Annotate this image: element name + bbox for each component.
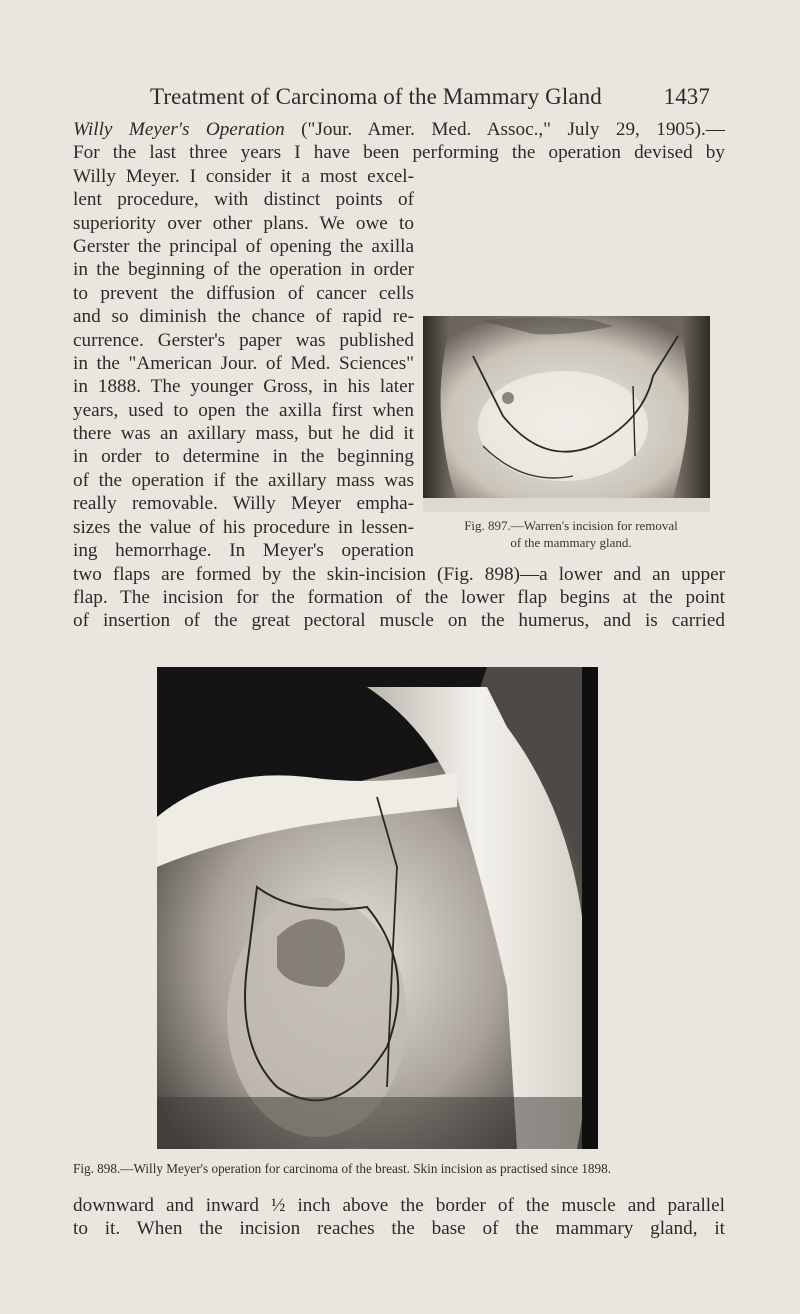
body-bottom <box>73 1194 725 1241</box>
body-line-wrapper <box>73 165 414 188</box>
body-line: to prevent the diffusion of cancer cells <box>73 282 414 304</box>
breast-photo-illustration <box>423 316 710 512</box>
body-line: two flaps are formed by the skin-incision (Fig. 898)—a lower and an upper <box>73 563 725 585</box>
body-line: lent procedure, with distinct points of <box>73 189 414 211</box>
body-line: of insertion of the great pectoral muscle on the humerus, and is carried <box>73 610 725 632</box>
body-line: in 1888. The younger Gross, in his later <box>73 376 414 398</box>
figure-897-caption <box>421 517 721 551</box>
body-line: Willy Meyer. I consider it a most excel- <box>73 165 414 187</box>
page-number: 1437 <box>663 84 710 109</box>
figure-897-image <box>423 316 710 512</box>
body-line: sizes the value of his procedure in lessen- <box>73 516 414 538</box>
citation: ("Jour. Amer. Med. Assoc.," July 29, 1905).— <box>284 119 725 140</box>
running-title: Treatment of Carcinoma of the Mammary Gland <box>150 84 602 109</box>
body-top <box>73 118 725 165</box>
body-line: ing hemorrhage. In Meyer's operation <box>73 540 414 562</box>
body-line: superiority over other plans. We owe to <box>73 212 414 234</box>
section-heading: Willy Meyer's Operation <box>73 119 285 140</box>
body-line: downward and inward ½ inch above the border of the muscle and parallel <box>73 1195 725 1216</box>
body-line: really removable. Willy Meyer empha- <box>73 493 414 515</box>
body-line: flap. The incision for the formation of the lower flap begins at the point <box>73 586 725 608</box>
body-line: For the last three years I have been performing the operation devised by <box>73 142 725 164</box>
body-full <box>73 563 725 633</box>
caption-line: Fig. 897.—Warren's incision for removal <box>464 518 678 533</box>
figure-898-image <box>157 667 598 1149</box>
figure-898-caption: Fig. 898.—Willy Meyer's operation for carcinoma of the breast. Skin incision as practised since 1898. <box>73 1161 612 1176</box>
body-line: Gerster the principal of opening the axilla <box>73 235 414 257</box>
operation-photo-illustration <box>157 667 598 1149</box>
body-line: and so diminish the chance of rapid re- <box>73 306 414 328</box>
body-line: of the operation if the axillary mass was <box>73 469 414 491</box>
body-line: there was an axillary mass, but he did it <box>73 423 414 445</box>
body-line: currence. Gerster's paper was published <box>73 329 414 351</box>
body-line: to it. When the incision reaches the base of the mammary gland, it <box>73 1218 725 1240</box>
body-line <box>73 118 725 141</box>
caption-line: of the mammary gland. <box>510 535 632 550</box>
body-line: years, used to open the axilla first when <box>73 399 414 421</box>
body-column <box>73 188 414 562</box>
running-header <box>150 84 710 114</box>
body-line: in order to determine in the beginning <box>73 446 414 468</box>
body-line: in the "American Jour. of Med. Sciences" <box>73 352 414 374</box>
body-line: in the beginning of the operation in order <box>73 259 414 281</box>
